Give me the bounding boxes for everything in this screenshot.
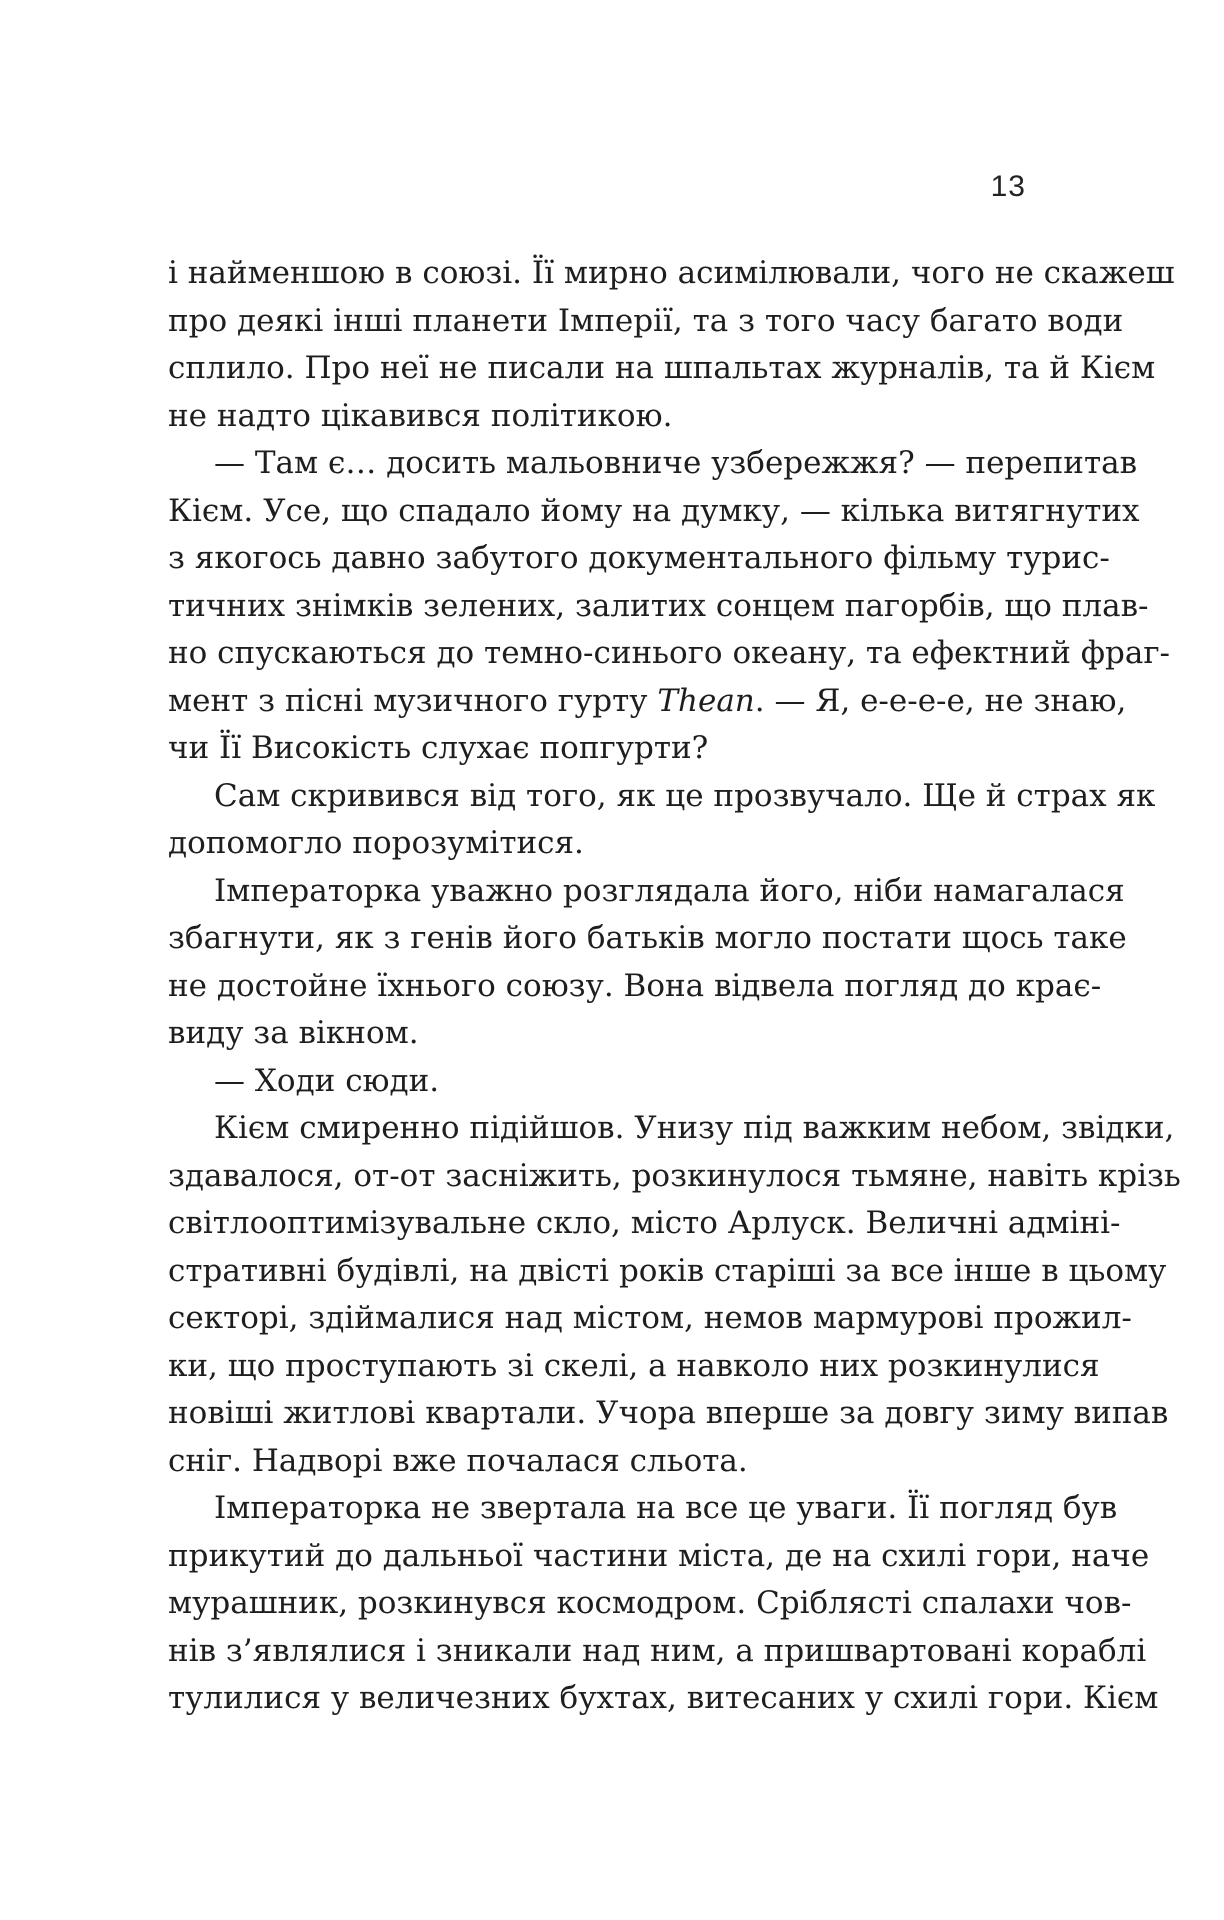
text-line [168,678,1127,726]
text-line: тичних знімків зелених, залитих сонцем пагорбів, що плав- [168,587,1149,624]
paragraph-6 [168,1105,1181,1485]
paragraph-3 [168,773,1156,868]
text-line: сніг. Надворі вже почалася сльота. [168,1442,748,1479]
text-line: Кієм смиренно підійшов. Унизу під важким небом, звідки, [214,1110,1175,1146]
text-line: секторі, здіймалися над містом, немов мармурові прожил- [168,1300,1132,1336]
text-line: і найменшою в союзі. Її мирно асимілювали, чого не скажеш [168,255,1175,291]
text-line: Сам скривився від того, як це прозвучало. Ще й страх як [214,777,1156,814]
text-line: світлооптимізувальне скло, місто Арлуск. Величні адміні- [168,1205,1121,1241]
paragraph-2 [168,440,1171,773]
text-line: Кієм. Усе, що спадало йому на думку, — кілька витягнутих [168,492,1140,529]
paragraph-1 [168,250,1175,440]
text-line: не надто цікавився політикою. [168,397,673,434]
text-line: ки, що проступають зі скелі, а навколо них розкинулися [168,1347,1100,1384]
text-segment: мент з пісні музичного гурту [168,682,658,719]
text-line: мурашник, розкинувся космодром. Сріблясті спалахи чов- [168,1585,1132,1621]
text-line: прикутий до дальньої частини міста, де на схилі гори, наче [168,1537,1150,1574]
band-name: Thean [657,682,755,719]
text-line: но спускаються до темно-синього океану, та ефектний фраг- [168,635,1171,671]
text-line: новіші житлові квартали. Учора вперше за довгу зиму випав [168,1395,1169,1431]
text-line: чи Її Високість слухає попгурти? [168,730,709,766]
paragraph-5 [168,1058,1030,1106]
text-line: про деякі інші планети Імперії, та з того часу багато води [168,302,1124,339]
body-text [168,250,1181,1723]
text-line: збагнути, як з генів його батьків могло постати щось таке [168,920,1127,956]
text-line: Імператорка уважно розглядала його, ніби намагалася [214,872,1125,909]
text-line: з якогось давно забутого документального фільму турис- [168,540,1110,576]
text-line: тулилися у величезних бухтах, витесаних у схилі гори. Кієм [168,1680,1159,1716]
paragraph-7 [168,1485,1159,1723]
text-line: здавалося, от-от засніжить, розкинулося тьмяне, навіть крізь [168,1157,1181,1194]
text-line: виду за вікном. [168,1015,419,1051]
text-line: допомогло порозумітися. [168,825,584,861]
text-line: нів з’являлися і зникали над ним, а пришвартовані кораблі [168,1632,1147,1669]
text-line: сплило. Про неї не писали на шпальтах журналів, та й Кієм [168,350,1156,386]
text-line: стративні будівлі, на двісті років старіші за все інше в цьому [168,1252,1167,1289]
text-line: — Ходи сюди. [214,1062,440,1099]
text-line: не достойне їхнього союзу. Вона відвела погляд до крає- [168,967,1102,1004]
text-line: Імператорка не звертала на все це уваги. Її погляд був [214,1490,1118,1526]
paragraph-4 [168,868,1127,1058]
text-segment: . — Я, е-е-е-е, не знаю, [754,682,1127,719]
text-line: — Там є… досить мальовниче узбережжя? — перепитав [214,445,1138,481]
page-number: 13 [990,170,1026,203]
